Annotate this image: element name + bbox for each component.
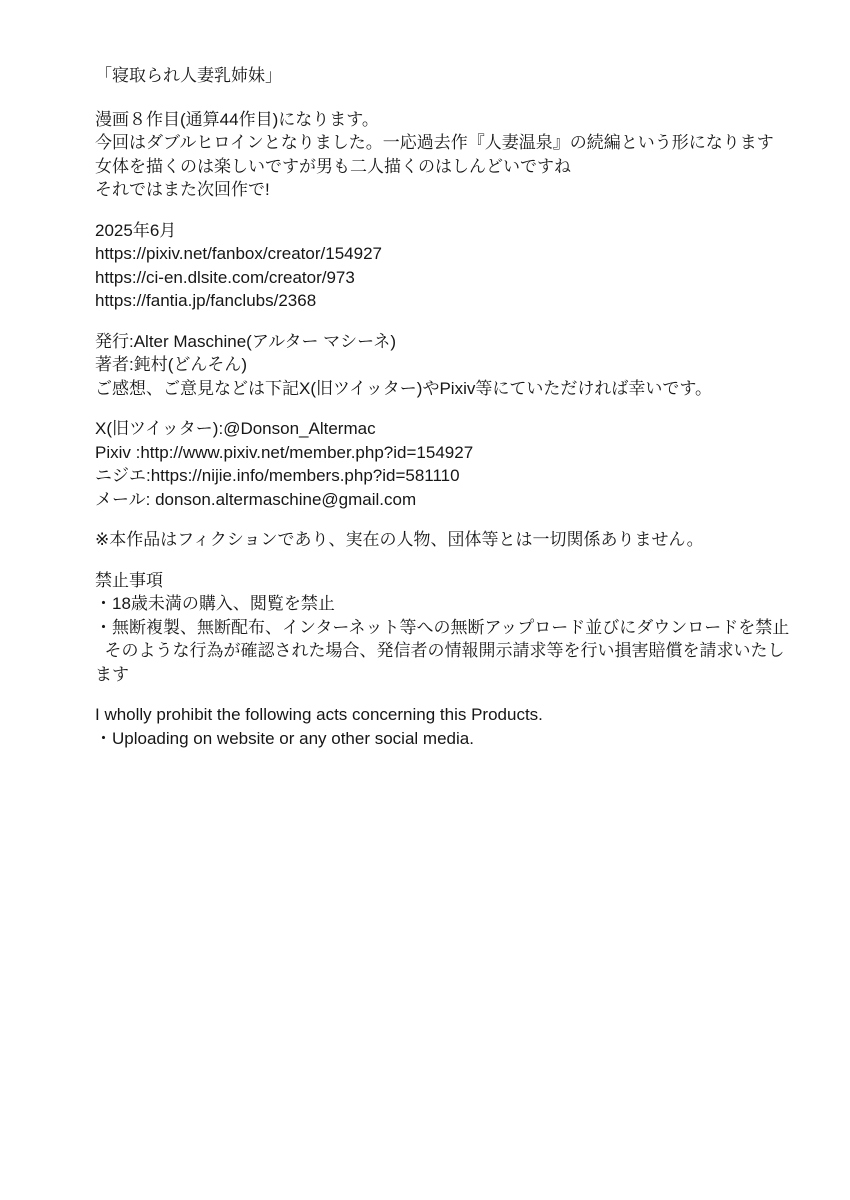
fantia-url: https://fantia.jp/fanclubs/2368 bbox=[95, 291, 317, 310]
english-notice-line: ・Uploading on website or any other social media. bbox=[95, 728, 474, 748]
publisher-block bbox=[95, 330, 795, 401]
contacts-block bbox=[95, 417, 795, 511]
english-notice-block bbox=[95, 703, 795, 750]
fiction-disclaimer: ※本作品はフィクションであり、実在の人物、団体等とは一切関係ありません。 bbox=[95, 530, 704, 549]
prohibited-item: そのような行為が確認された場合、発信者の情報開示請求等を行い損害賠償を請求いたします bbox=[95, 641, 785, 684]
publication-date: 2025年6月 bbox=[95, 220, 177, 240]
pixiv-contact: Pixiv :http://www.pixiv.net/member.php?id=154927 bbox=[95, 442, 474, 462]
intro-line: 女体を描くのは楽しいですが男も二人描くのはしんどいですね bbox=[95, 156, 571, 176]
prohibited-item: ・18歳未満の購入、閲覧を禁止 bbox=[95, 594, 335, 613]
feedback-line: ご感想、ご意見などは下記X(旧ツイッター)やPixiv等にていただければ幸いです。 bbox=[95, 378, 713, 398]
email-contact: メール: donson.altermaschine@gmail.com bbox=[95, 489, 417, 509]
intro-line: それではまた次回作で! bbox=[95, 180, 270, 199]
publisher-line: 発行:Alter Maschine(アルター マシーネ) bbox=[95, 331, 396, 351]
fanbox-url: https://pixiv.net/fanbox/creator/154927 bbox=[95, 244, 382, 263]
twitter-contact: X(旧ツイッター):@Donson_Altermac bbox=[95, 419, 376, 438]
english-notice-line: I wholly prohibit the following acts concerning this Products. bbox=[95, 705, 543, 724]
fiction-disclaimer-block bbox=[95, 528, 795, 552]
intro-block bbox=[95, 108, 795, 202]
cien-url: https://ci-en.dlsite.com/creator/973 bbox=[95, 267, 355, 287]
prohibited-heading: 禁止事項 bbox=[95, 570, 163, 590]
title-block bbox=[95, 64, 795, 88]
date-links-block bbox=[95, 219, 795, 313]
intro-line: 今回はダブルヒロインとなりました。一応過去作『人妻温泉』の続編という形になります bbox=[95, 133, 774, 152]
doujin-title: 「寝取られ人妻乳姉妹」 bbox=[95, 66, 282, 85]
intro-line: 漫画８作目(通算44作目)になります。 bbox=[95, 109, 379, 129]
prohibited-block bbox=[95, 569, 795, 687]
nijie-contact: ニジエ:https://nijie.info/members.php?id=581110 bbox=[95, 466, 460, 485]
prohibited-item: ・無断複製、無断配布、インターネット等への無断アップロード並びにダウンロードを禁止 bbox=[95, 617, 790, 637]
author-line: 著者:鈍村(どんそん) bbox=[95, 355, 248, 374]
